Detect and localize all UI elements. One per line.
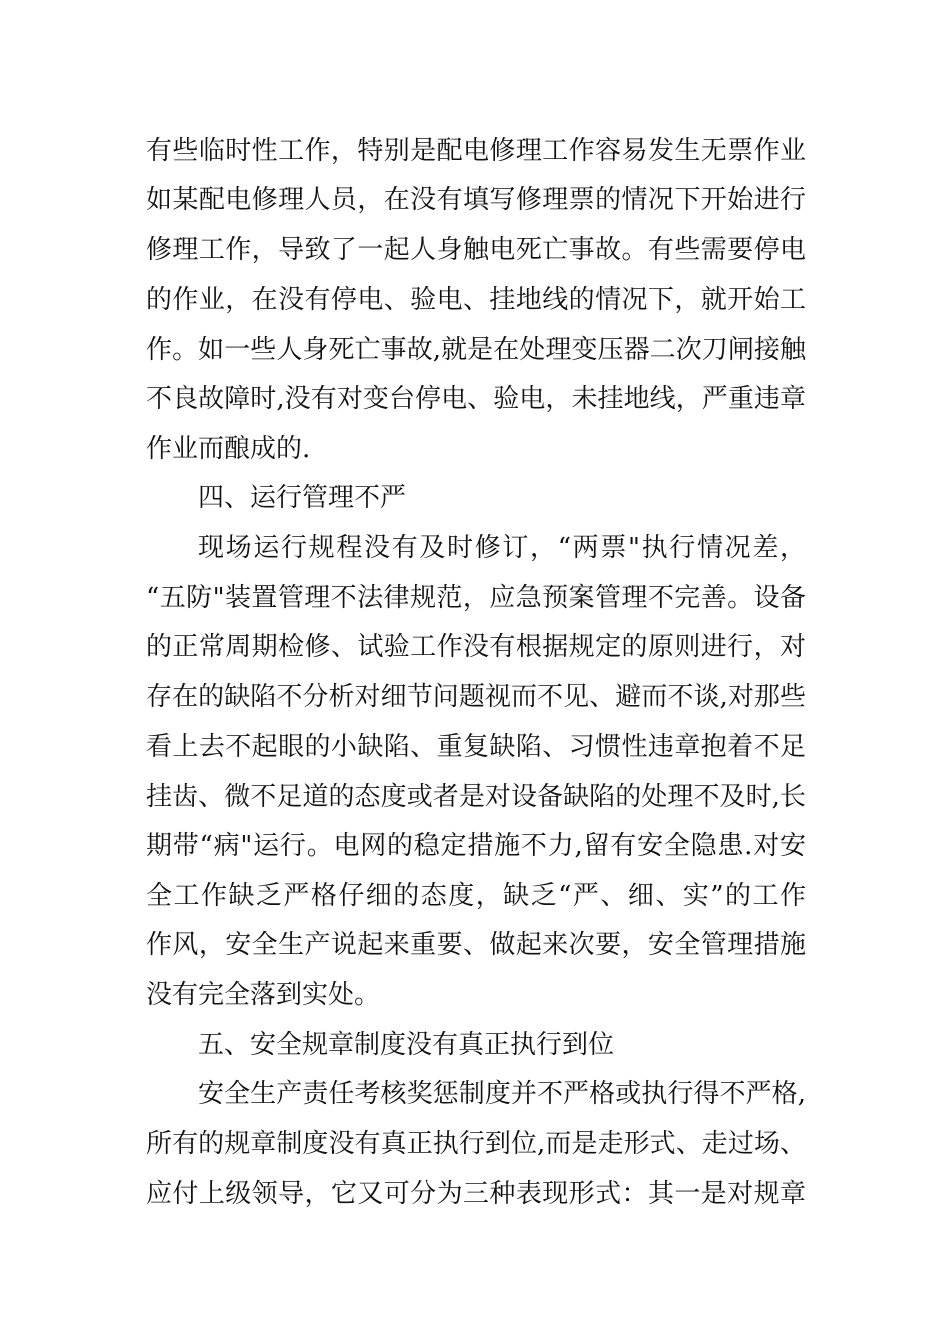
text-line: 存在的缺陷不分析对细节问题视而不见、避而不谈,对那些: [146, 682, 806, 712]
text-line: 全工作缺乏严格仔细的态度，缺乏“严、细、实”的工作: [146, 881, 806, 911]
text-line: 安全生产责任考核奖惩制度并不严格或执行得不严格,: [198, 1079, 806, 1109]
text-line: 看上去不起眼的小缺陷、重复缺陷、习惯性违章抱着不足: [146, 732, 806, 762]
text-line: 的作业，在没有停电、验电、挂地线的情况下，就开始工: [146, 285, 806, 315]
text-line: 有些临时性工作，特别是配电修理工作容易发生无票作业: [146, 136, 806, 166]
text-line: 所有的规章制度没有真正执行到位,而是走形式、走过场、: [146, 1129, 806, 1159]
text-line: 没有完全落到实处。: [146, 980, 381, 1010]
text-line: 不良故障时,没有对变台停电、验电，未挂地线，严重违章: [146, 384, 806, 414]
text-line: 作。如一些人身死亡事故,就是在处理变压器二次刀闸接触: [146, 335, 806, 365]
text-line: 应付上级领导，它又可分为三种表现形式：其一是对规章: [146, 1179, 806, 1209]
text-line: 挂齿、微不足道的态度或者是对设备缺陷的处理不及时,长: [146, 782, 806, 812]
text-line: “五防"装置管理不法律规范，应急预案管理不完善。设备: [146, 583, 806, 613]
text-line: 的正常周期检修、试验工作没有根据规定的原则进行，对: [146, 632, 806, 662]
section-heading: 五、安全规章制度没有真正执行到位: [198, 1030, 615, 1060]
text-line: 现场运行规程没有及时修订，“两票"执行情况差，: [198, 533, 806, 563]
text-line: 如某配电修理人员，在没有填写修理票的情况下开始进行: [146, 185, 806, 215]
text-line: 期带“病"运行。电网的稳定措施不力,留有安全隐患.对安: [146, 831, 806, 861]
text-line: 作业而酿成的.: [146, 434, 311, 464]
section-heading: 四、运行管理不严: [198, 483, 407, 513]
text-line: 修理工作，导致了一起人身触电死亡事故。有些需要停电: [146, 235, 806, 265]
text-line: 作风，安全生产说起来重要、做起来次要，安全管理措施: [146, 930, 806, 960]
